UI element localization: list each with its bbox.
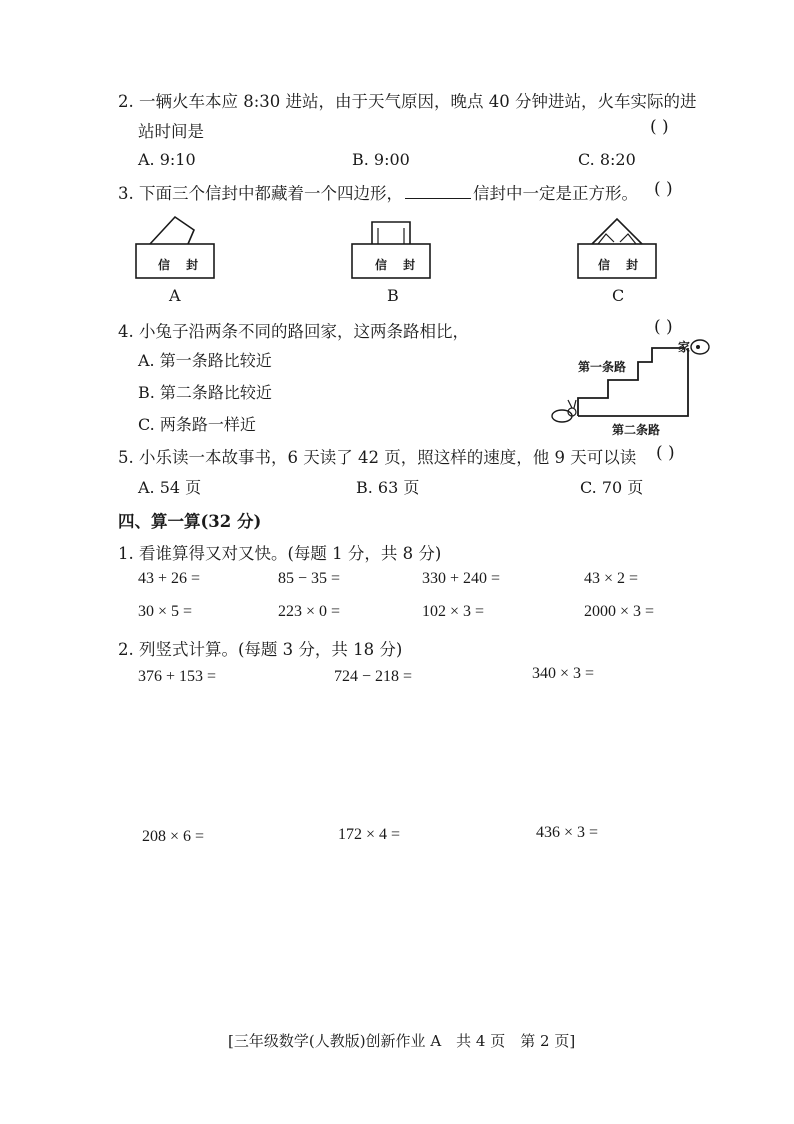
calc-1-2[interactable]: 85 − 35 = [278, 570, 341, 587]
q2-line1: 2. 一辆火车本应 8:30 进站，由于天气原因，晚点 40 分钟进站，火车实际的进 [118, 92, 697, 111]
calc-1-6[interactable]: 223 × 0 = [278, 603, 341, 620]
calc-1-1[interactable]: 43 + 26 = [138, 570, 201, 587]
rabbit-icon [552, 400, 576, 422]
envelope-b-label: 信 封 [375, 258, 422, 272]
q3-option-c: C [612, 286, 625, 305]
q3-text-after: 信封中一定是正方形。 [473, 184, 638, 203]
vertical-calc-2[interactable]: 724 − 218 = [334, 668, 413, 685]
q5-option-b: B. 63 页 [356, 478, 420, 497]
q3-blank[interactable] [405, 184, 471, 199]
q2-answer-paren[interactable]: ( ) [650, 117, 669, 137]
page-footer: [三年级数学(人教版)创新作业 A 共 4 页 第 2 页] [228, 1032, 576, 1050]
envelope-a-label: 信 封 [158, 258, 205, 272]
vertical-calc-1[interactable]: 376 + 153 = [138, 668, 217, 685]
q3-text [118, 180, 638, 204]
part1-title: 1. 看谁算得又对又快。(每题 1 分，共 8 分) [118, 544, 442, 563]
vertical-calc-5[interactable]: 172 × 4 = [338, 826, 401, 843]
part2-title: 2. 列竖式计算。(每题 3 分，共 18 分) [118, 640, 403, 659]
section4-title: 四、算一算(32 分) [118, 512, 262, 531]
calc-1-7[interactable]: 102 × 3 = [422, 603, 485, 620]
calc-1-3[interactable]: 330 + 240 = [422, 570, 501, 587]
q4-option-a: A. 第一条路比较近 [138, 351, 272, 370]
q4-home-label: 家 [678, 340, 691, 354]
q2-option-b: B. 9:00 [352, 150, 410, 169]
calc-1-8[interactable]: 2000 × 3 = [584, 603, 655, 620]
q5-answer-paren[interactable]: ( ) [656, 443, 675, 463]
q4-path2-label: 第二条路 [612, 423, 661, 437]
q2-option-a: A. 9:10 [138, 150, 196, 169]
vertical-calc-4[interactable]: 208 × 6 = [142, 828, 205, 845]
q3-text-before: 3. 下面三个信封中都藏着一个四边形， [118, 184, 403, 203]
q3-answer-paren[interactable]: ( ) [654, 179, 673, 199]
q4-option-c: C. 两条路一样近 [138, 415, 256, 434]
q3-option-a: A [169, 286, 181, 305]
q5-option-c: C. 70 页 [580, 478, 644, 497]
vertical-calc-6[interactable]: 436 × 3 = [536, 824, 599, 841]
calc-1-4[interactable]: 43 × 2 = [584, 570, 639, 587]
calc-1-5[interactable]: 30 × 5 = [138, 603, 193, 620]
q2-line2: 站时间是 [138, 122, 204, 141]
vertical-calc-3[interactable]: 340 × 3 = [532, 665, 595, 682]
q2-option-c: C. 8:20 [578, 150, 636, 169]
q3-option-b: B [387, 286, 399, 305]
q4-path1-label: 第一条路 [578, 360, 627, 374]
q5-option-a: A. 54 页 [138, 478, 202, 497]
q4-answer-paren[interactable]: ( ) [654, 317, 673, 337]
envelope-c-label: 信 封 [598, 258, 645, 272]
q4-text: 4. 小兔子沿两条不同的路回家，这两条路相比， [118, 322, 469, 341]
q5-text: 5. 小乐读一本故事书，6 天读了 42 页，照这样的速度，他 9 天可以读 [118, 448, 637, 467]
q4-option-b: B. 第二条路比较近 [138, 383, 272, 402]
